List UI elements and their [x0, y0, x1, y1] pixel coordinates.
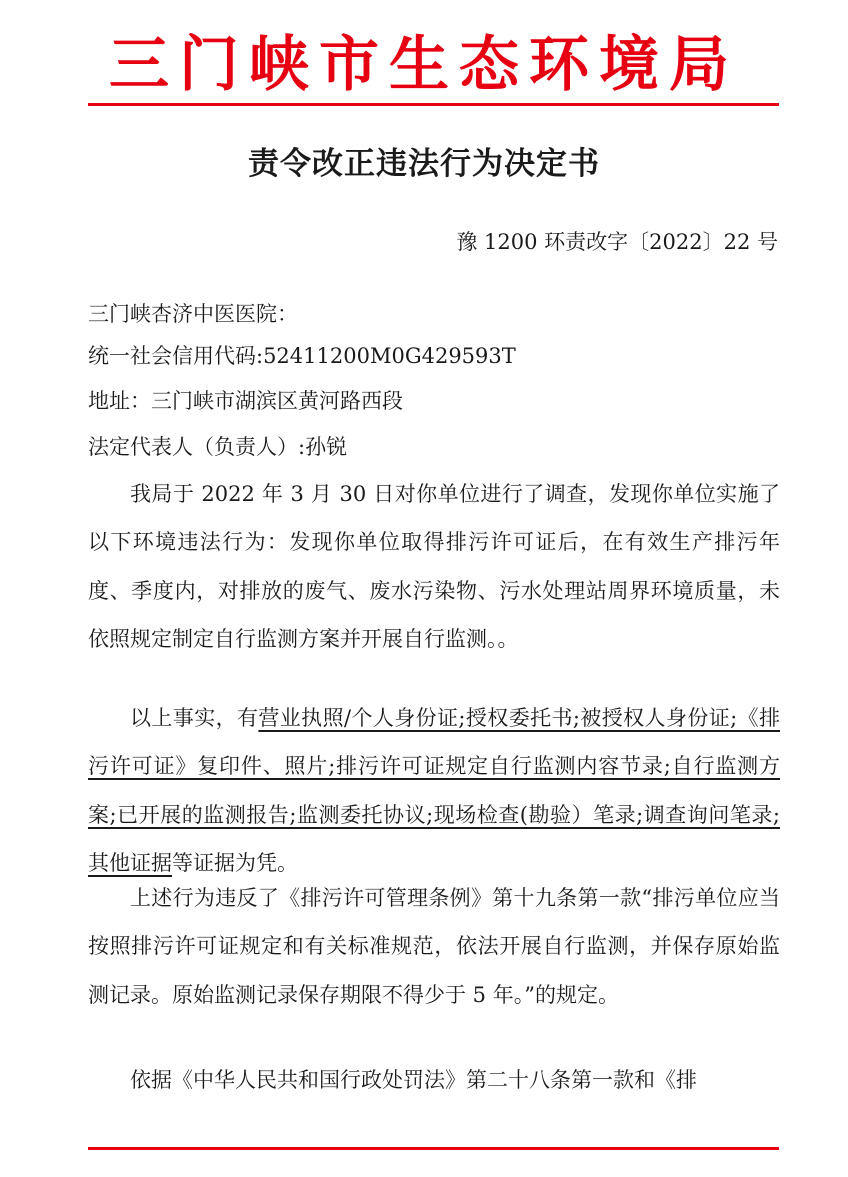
- address: 地址：三门峡市湖滨区黄河路西段: [88, 389, 403, 413]
- credit-code: 统一社会信用代码:52411200M0G429593T: [88, 344, 516, 368]
- document-title: 责令改正违法行为决定书: [248, 146, 600, 182]
- document-number: 豫 1200 环责改字〔2022〕22 号: [456, 230, 778, 254]
- agency-letterhead: 三门峡市生态环境局: [109, 30, 739, 100]
- evidence-prefix: 以上事实，有: [130, 706, 259, 730]
- footer-rule: [88, 1147, 779, 1150]
- evidence-list: 营业执照/个人身份证;授权委托书;被授权人身份证;《排污许可证》复印件、照片;排污许可证规定自行监测内容节录;自行监测方案;已开展的监测报告;监测委托协议;现场检查(勘验）笔录;调查询问笔录;其他证据: [88, 706, 780, 876]
- investigation-paragraph: 我局于 2022 年 3 月 30 日对你单位进行了调查，发现你单位实施了以下环境违法行为：发现你单位取得排污许可证后，在有效生产排污年度、季度内，对排放的废气、废水污染物、污水处理站周界环境质量，未依照规定制定自行监测方案并开展自行监测。。: [88, 482, 780, 652]
- violation-paragraph: 上述行为违反了《排污许可管理条例》第十九条第一款“排污单位应当按照排污许可证规定和有关标准规范，依法开展自行监测，并保存原始监测记录。原始监测记录保存期限不得少于 5 年。”的规定。: [88, 886, 780, 1007]
- evidence-suffix: 等证据为凭。: [172, 851, 298, 876]
- legal-representative: 法定代表人（负责人）:孙锐: [88, 435, 348, 459]
- evidence-paragraph: [88, 694, 780, 888]
- letterhead-rule: [88, 103, 779, 106]
- legal-basis-paragraph: 依据《中华人民共和国行政处罚法》第二十八条第一款和《排: [130, 1068, 697, 1092]
- party-name: 三门峡杏济中医医院：: [88, 302, 298, 326]
